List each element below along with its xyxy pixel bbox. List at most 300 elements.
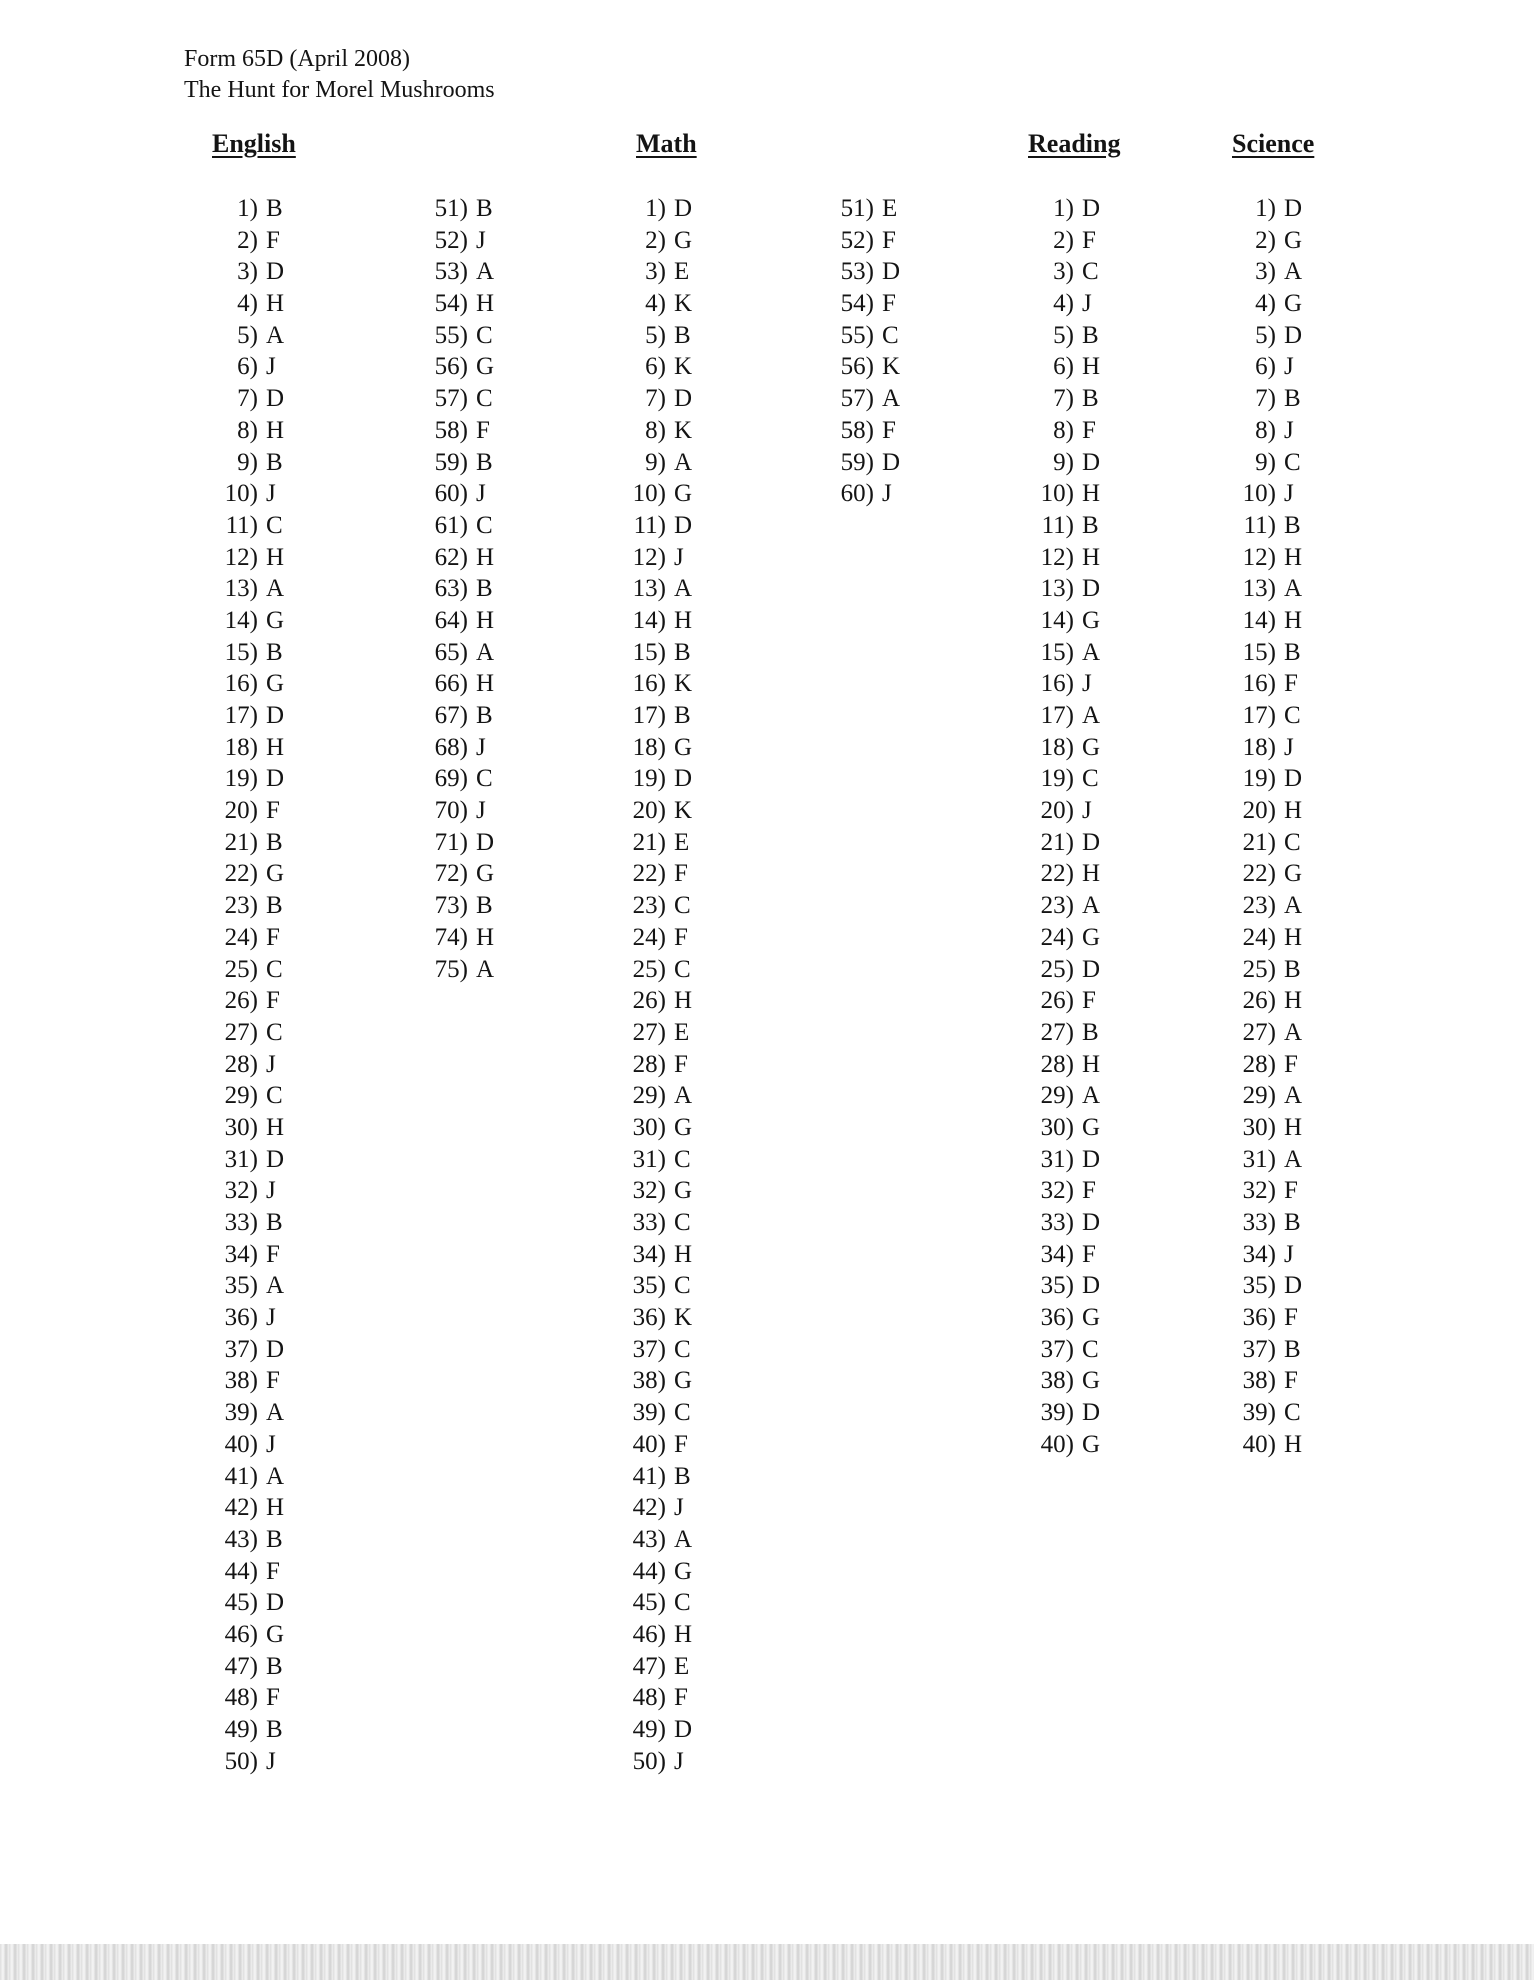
answer-row: [1222, 1175, 1308, 1207]
question-number: 14): [224, 606, 258, 634]
answer-row: [204, 1461, 290, 1493]
question-number: 7): [1255, 385, 1276, 413]
answer-letter: A: [882, 385, 901, 413]
answer-letter: J: [1284, 1240, 1294, 1268]
answer-letter: B: [674, 321, 691, 349]
answer-letter: C: [266, 1018, 283, 1046]
answer-letter: B: [266, 828, 283, 856]
question-number: 12): [224, 543, 258, 571]
answer-row: [1020, 1365, 1106, 1397]
answer-letter: E: [674, 1018, 690, 1046]
answer-row: [1222, 193, 1308, 225]
answer-row: [414, 383, 500, 415]
answer-row: [414, 447, 500, 479]
question-number: 6): [237, 353, 258, 381]
answer-row: [612, 1587, 698, 1619]
answer-letter: D: [1082, 955, 1101, 983]
answer-letter: C: [882, 321, 899, 349]
question-number: 57): [840, 385, 874, 413]
answer-letter: B: [1284, 511, 1301, 539]
question-number: 22): [1040, 860, 1074, 888]
question-number: 19): [1040, 765, 1074, 793]
question-number: 25): [632, 955, 666, 983]
answer-letter: F: [674, 1684, 688, 1712]
answer-letter: D: [1284, 765, 1303, 793]
answer-row: [612, 542, 698, 574]
answer-letter: D: [266, 765, 285, 793]
question-number: 4): [1053, 290, 1074, 318]
answer-letter: D: [1082, 1209, 1101, 1236]
answer-letter: H: [476, 670, 495, 698]
question-number: 31): [224, 1145, 258, 1173]
answer-letter: F: [1082, 416, 1096, 444]
answer-letter: B: [266, 892, 283, 920]
answer-row: [204, 827, 290, 859]
answer-row: [414, 351, 500, 383]
answer-letter: B: [1284, 955, 1301, 983]
question-number: 17): [1242, 702, 1276, 729]
answer-row: [1020, 288, 1106, 320]
answer-letter: F: [266, 226, 280, 254]
question-number: 8): [237, 416, 258, 444]
answer-row: [612, 1461, 698, 1493]
answer-row: [1020, 383, 1106, 415]
question-number: 1): [645, 195, 666, 222]
answer-letter: H: [1284, 1113, 1303, 1141]
answer-letter: H: [1284, 543, 1303, 571]
question-number: 58): [434, 416, 468, 444]
answer-row: [612, 795, 698, 827]
answer-letter: K: [674, 353, 693, 381]
question-number: 37): [224, 1335, 258, 1363]
question-number: 5): [645, 321, 666, 349]
answer-letter: J: [476, 797, 486, 825]
question-number: 2): [1255, 226, 1276, 254]
answer-row: [612, 858, 698, 890]
answer-row: [1222, 447, 1308, 479]
question-number: 46): [632, 1620, 666, 1648]
question-number: 9): [237, 448, 258, 476]
question-number: 27): [224, 1018, 258, 1046]
answer-letter: A: [476, 258, 495, 286]
question-number: 19): [632, 765, 666, 793]
answer-row: [1020, 1270, 1106, 1302]
answer-row: [1222, 858, 1308, 890]
answer-letter: C: [266, 955, 283, 983]
question-number: 2): [1053, 226, 1074, 254]
science-heading: Science: [1232, 129, 1315, 158]
answer-letter: J: [266, 1177, 276, 1205]
scan-noise-band: [0, 1944, 1534, 1980]
answer-row: [612, 1746, 698, 1778]
answer-row: [612, 1239, 698, 1271]
answer-letter: B: [674, 702, 691, 729]
answer-letter: G: [1082, 1430, 1101, 1458]
question-number: 42): [632, 1494, 666, 1522]
answer-letter: C: [1284, 448, 1301, 476]
question-number: 64): [434, 606, 468, 634]
answer-letter: B: [476, 448, 493, 476]
answer-letter: G: [1284, 290, 1303, 318]
answer-letter: H: [266, 290, 285, 318]
answer-letter: G: [1082, 606, 1101, 634]
question-number: 16): [1242, 670, 1276, 698]
answer-letter: J: [674, 1494, 684, 1522]
answer-letter: D: [266, 702, 285, 729]
answer-letter: G: [674, 1367, 693, 1395]
answer-row: [204, 1651, 290, 1683]
answer-row: [612, 1651, 698, 1683]
question-number: 15): [1040, 638, 1074, 666]
answer-row: [1020, 415, 1106, 447]
answer-letter: F: [882, 416, 896, 444]
answer-row: [612, 1682, 698, 1714]
answer-letter: B: [476, 195, 493, 222]
answer-letter: D: [266, 1145, 285, 1173]
question-number: 23): [1040, 892, 1074, 920]
answer-letter: A: [1284, 1145, 1303, 1173]
answer-row: [204, 700, 290, 732]
question-number: 74): [434, 923, 468, 951]
question-number: 59): [840, 448, 874, 476]
question-number: 35): [1242, 1272, 1276, 1300]
answer-row: [414, 922, 500, 954]
question-number: 11): [633, 511, 666, 539]
answer-letter: A: [266, 1399, 285, 1427]
question-number: 21): [224, 828, 258, 856]
question-number: 30): [224, 1113, 258, 1141]
question-number: 30): [1040, 1113, 1074, 1141]
question-number: 28): [632, 1050, 666, 1078]
answer-row: [820, 351, 906, 383]
answer-row: [204, 1049, 290, 1081]
answer-letter: C: [674, 1399, 691, 1427]
answer-letter: H: [1082, 860, 1101, 888]
math-heading: Math: [636, 129, 697, 158]
answer-letter: H: [1284, 923, 1303, 951]
answer-row: [414, 890, 500, 922]
answer-letter: H: [1082, 543, 1101, 571]
answer-row: [1020, 1302, 1106, 1334]
answer-letter: B: [1082, 1018, 1099, 1046]
question-number: 7): [1053, 385, 1074, 413]
answer-row: [1020, 447, 1106, 479]
answer-row: [1020, 1049, 1106, 1081]
question-number: 36): [224, 1304, 258, 1332]
answer-letter: F: [266, 1240, 280, 1268]
answer-letter: F: [674, 1050, 688, 1078]
answer-row: [612, 922, 698, 954]
question-number: 19): [224, 765, 258, 793]
question-number: 14): [1242, 606, 1276, 634]
answer-row: [1222, 225, 1308, 257]
answer-row: [204, 1207, 290, 1239]
answer-row: [1020, 256, 1106, 288]
question-number: 55): [434, 321, 468, 349]
question-number: 18): [632, 733, 666, 761]
answer-letter: J: [266, 1430, 276, 1458]
question-number: 43): [632, 1525, 666, 1553]
question-number: 33): [224, 1209, 258, 1236]
answer-row: [612, 732, 698, 764]
question-number: 5): [1255, 321, 1276, 349]
answer-letter: G: [674, 480, 693, 508]
answer-row: [1222, 1144, 1308, 1176]
question-number: 61): [434, 511, 468, 539]
document-header: [184, 44, 495, 106]
answer-row: [820, 447, 906, 479]
answer-letter: D: [882, 258, 901, 286]
answer-row: [612, 1334, 698, 1366]
question-number: 54): [434, 290, 468, 318]
question-number: 30): [632, 1113, 666, 1141]
question-number: 22): [1242, 860, 1276, 888]
answer-letter: F: [1082, 1240, 1096, 1268]
question-number: 27): [1242, 1018, 1276, 1046]
answer-row: [204, 193, 290, 225]
answer-row: [612, 193, 698, 225]
answer-row: [612, 1619, 698, 1651]
answer-letter: A: [266, 1462, 285, 1490]
question-number: 18): [1040, 733, 1074, 761]
answer-letter: D: [476, 828, 495, 856]
answer-row: [1020, 225, 1106, 257]
question-number: 37): [1040, 1335, 1074, 1363]
answer-row: [612, 256, 698, 288]
question-number: 33): [1040, 1209, 1074, 1236]
answer-letter: D: [674, 511, 693, 539]
answer-row: [612, 1429, 698, 1461]
answer-row: [820, 193, 906, 225]
answer-letter: G: [1284, 226, 1303, 254]
question-number: 47): [632, 1652, 666, 1680]
answer-letter: H: [476, 290, 495, 318]
answer-row: [204, 922, 290, 954]
answer-row: [1020, 954, 1106, 986]
answer-row: [612, 1556, 698, 1588]
answer-letter: A: [1082, 1082, 1101, 1110]
answer-letter: C: [1082, 258, 1099, 286]
question-number: 25): [1040, 955, 1074, 983]
answer-letter: H: [266, 416, 285, 444]
answer-row: [612, 985, 698, 1017]
answer-row: [1222, 1112, 1308, 1144]
answer-row: [612, 383, 698, 415]
answer-row: [1020, 1112, 1106, 1144]
question-number: 55): [840, 321, 874, 349]
answer-letter: B: [266, 448, 283, 476]
answer-row: [204, 1746, 290, 1778]
answer-letter: G: [266, 1620, 285, 1648]
question-number: 1): [237, 195, 258, 222]
answer-row: [612, 1080, 698, 1112]
answer-letter: D: [1082, 1399, 1101, 1427]
question-number: 21): [1242, 828, 1276, 856]
question-number: 5): [1053, 321, 1074, 349]
question-number: 8): [645, 416, 666, 444]
question-number: 49): [632, 1716, 666, 1743]
answer-letter: B: [266, 1652, 283, 1680]
question-number: 20): [1040, 797, 1074, 825]
answer-letter: C: [674, 1145, 691, 1173]
answer-letter: D: [674, 195, 693, 222]
question-number: 36): [1040, 1304, 1074, 1332]
answer-row: [1222, 1365, 1308, 1397]
question-number: 32): [1040, 1177, 1074, 1205]
answer-row: [1222, 795, 1308, 827]
answer-row: [204, 1080, 290, 1112]
question-number: 7): [645, 385, 666, 413]
answer-letter: H: [674, 1620, 693, 1648]
answer-letter: A: [1082, 638, 1101, 666]
answer-letter: C: [476, 321, 493, 349]
question-number: 12): [1242, 543, 1276, 571]
question-number: 27): [1040, 1018, 1074, 1046]
answer-row: [414, 320, 500, 352]
answer-row: [204, 320, 290, 352]
answer-letter: C: [1082, 765, 1099, 793]
answer-letter: D: [1284, 195, 1303, 222]
answer-row: [1020, 1017, 1106, 1049]
question-number: 53): [840, 258, 874, 286]
question-number: 22): [224, 860, 258, 888]
answer-row: [612, 954, 698, 986]
question-number: 24): [1242, 923, 1276, 951]
answer-row: [1222, 668, 1308, 700]
answer-letter: A: [674, 1525, 693, 1553]
question-number: 21): [1040, 828, 1074, 856]
question-number: 70): [434, 797, 468, 825]
question-number: 48): [632, 1684, 666, 1712]
question-number: 34): [1242, 1240, 1276, 1268]
answer-letter: H: [674, 1240, 693, 1268]
answer-letter: H: [1284, 987, 1303, 1015]
answer-row: [612, 605, 698, 637]
question-number: 19): [1242, 765, 1276, 793]
answer-letter: B: [1284, 1209, 1301, 1236]
answer-row: [414, 288, 500, 320]
answer-letter: G: [1082, 1113, 1101, 1141]
question-number: 12): [632, 543, 666, 571]
answer-row: [612, 510, 698, 542]
answer-row: [414, 637, 500, 669]
answer-row: [1020, 985, 1106, 1017]
answer-letter: E: [674, 1652, 690, 1680]
answer-row: [1222, 1049, 1308, 1081]
answer-row: [1020, 542, 1106, 574]
question-number: 44): [224, 1557, 258, 1585]
question-number: 11): [1041, 511, 1074, 539]
question-number: 65): [434, 638, 468, 666]
answer-row: [204, 1556, 290, 1588]
answer-row: [1222, 1080, 1308, 1112]
answer-letter: F: [266, 1367, 280, 1395]
question-number: 21): [632, 828, 666, 856]
question-number: 10): [1242, 480, 1276, 508]
answer-row: [204, 605, 290, 637]
question-number: 13): [632, 575, 666, 603]
question-number: 3): [1255, 258, 1276, 286]
question-number: 48): [224, 1684, 258, 1712]
answer-letter: G: [1082, 1367, 1101, 1395]
question-number: 35): [632, 1272, 666, 1300]
answer-letter: B: [1082, 321, 1099, 349]
question-number: 41): [224, 1462, 258, 1490]
question-number: 34): [632, 1240, 666, 1268]
answer-row: [204, 1619, 290, 1651]
question-number: 13): [1040, 575, 1074, 603]
answer-row: [612, 1365, 698, 1397]
answer-letter: B: [1082, 511, 1099, 539]
question-number: 15): [1242, 638, 1276, 666]
answer-row: [1020, 827, 1106, 859]
answer-row: [1222, 1397, 1308, 1429]
answer-row: [1020, 795, 1106, 827]
answer-letter: D: [1082, 575, 1101, 603]
answer-letter: J: [266, 1050, 276, 1078]
answer-row: [1020, 922, 1106, 954]
answer-row: [1222, 922, 1308, 954]
question-number: 18): [1242, 733, 1276, 761]
answer-letter: F: [1284, 1177, 1298, 1205]
answer-letter: A: [674, 1082, 693, 1110]
answer-letter: H: [674, 987, 693, 1015]
answer-letter: F: [266, 797, 280, 825]
answer-letter: D: [1082, 195, 1101, 222]
answer-letter: J: [1082, 670, 1092, 698]
question-number: 28): [224, 1050, 258, 1078]
answer-letter: A: [674, 575, 693, 603]
answer-letter: D: [1082, 1272, 1101, 1300]
answer-row: [612, 478, 698, 510]
question-number: 28): [1242, 1050, 1276, 1078]
answer-row: [612, 668, 698, 700]
answer-row: [1222, 1334, 1308, 1366]
question-number: 39): [224, 1399, 258, 1427]
answer-letter: D: [1284, 1272, 1303, 1300]
answer-row: [612, 763, 698, 795]
answer-row: [1020, 320, 1106, 352]
answer-row: [1020, 1397, 1106, 1429]
question-number: 20): [632, 797, 666, 825]
answer-row: [1222, 542, 1308, 574]
question-number: 57): [434, 385, 468, 413]
answer-letter: G: [266, 670, 285, 698]
answer-row: [1222, 1302, 1308, 1334]
answer-row: [204, 1365, 290, 1397]
answer-row: [612, 637, 698, 669]
answer-row: [820, 256, 906, 288]
answer-letter: A: [1082, 702, 1101, 729]
question-number: 26): [632, 987, 666, 1015]
answer-letter: H: [476, 543, 495, 571]
answer-row: [1222, 1239, 1308, 1271]
answer-letter: F: [266, 1684, 280, 1712]
answer-row: [1222, 763, 1308, 795]
answer-letter: J: [674, 543, 684, 571]
question-number: 24): [1040, 923, 1074, 951]
answer-row: [1020, 700, 1106, 732]
answer-row: [1222, 985, 1308, 1017]
question-number: 1): [1255, 195, 1276, 222]
answer-row: [1020, 510, 1106, 542]
answer-row: [204, 415, 290, 447]
answer-letter: A: [1284, 258, 1303, 286]
answer-letter: C: [674, 955, 691, 983]
answer-row: [1222, 320, 1308, 352]
answer-letter: H: [674, 606, 693, 634]
question-number: 25): [1242, 955, 1276, 983]
